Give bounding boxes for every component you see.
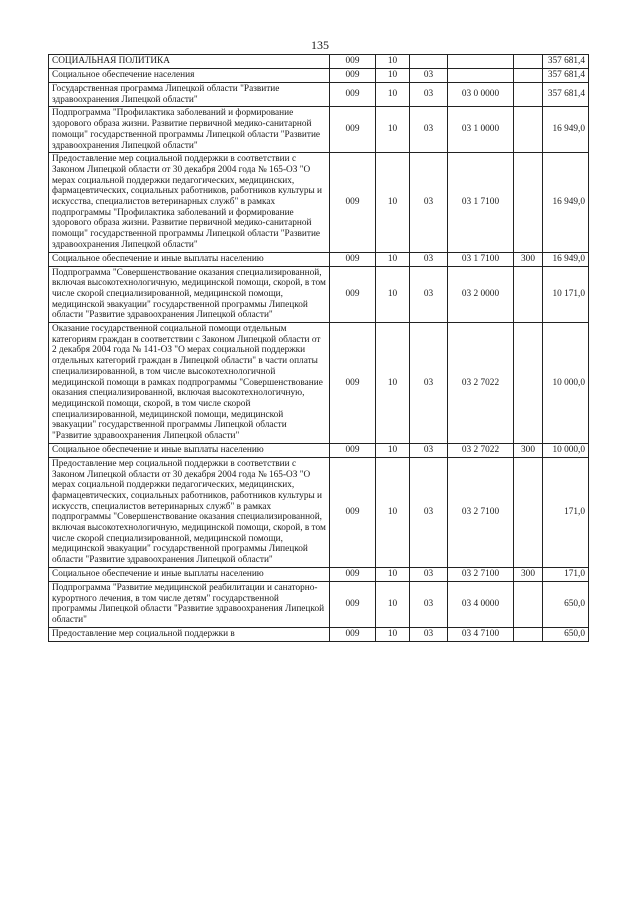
expense-name-cell: Предоставление мер социальной поддержки в xyxy=(49,627,330,641)
section-code-cell: 10 xyxy=(376,443,410,457)
table-row xyxy=(49,266,589,323)
ministry-code-cell: 009 xyxy=(330,567,376,581)
expense-name-cell: Социальное обеспечение и иные выплаты населению xyxy=(49,567,330,581)
expense-name-cell: Подпрограмма "Развитие медицинской реабилитации и санаторно-курортного лечения, в том числе детям" государственной программы Липецкой области "Развитие здравоохранения Липецкой области" xyxy=(49,581,330,627)
target-article-cell: 03 0 0000 xyxy=(448,83,514,107)
target-article-cell: 03 1 7100 xyxy=(448,153,514,252)
ministry-code-cell: 009 xyxy=(330,581,376,627)
table-row xyxy=(49,581,589,627)
subsection-code-cell: 03 xyxy=(410,107,448,153)
amount-cell: 357 681,4 xyxy=(543,83,589,107)
target-article-cell: 03 2 7100 xyxy=(448,457,514,567)
section-code-cell: 10 xyxy=(376,153,410,252)
table-row xyxy=(49,567,589,581)
section-code-cell: 10 xyxy=(376,252,410,266)
ministry-code-cell: 009 xyxy=(330,55,376,69)
amount-cell: 10 000,0 xyxy=(543,443,589,457)
expense-name-cell: Подпрограмма "Профилактика заболеваний и формирование здорового образа жизни. Развитие первичной медико-санитарной помощи" государственной программы Липецкой области "Развитие здравоохранения Липецкой области" xyxy=(49,107,330,153)
amount-cell: 10 171,0 xyxy=(543,266,589,323)
target-article-cell: 03 1 0000 xyxy=(448,107,514,153)
table-row xyxy=(49,83,589,107)
expense-name-cell: Предоставление мер социальной поддержки в соответствии с Законом Липецкой области от 30 декабря 2004 года № 165-ОЗ "О мерах социальной поддержки педагогических, медицинских, фармацевтических, социальных работников, работников культуры и искусств, специалистов ветеринарных служб" в рамках подпрограммы "Совершенствование оказания специализированной, включая высокотехнологичную, медицинской помощи, скорой, в том числе скорой специализированной, медицинской помощи, медицинской эвакуации" государственной программы Липецкой области "Развитие здравоохранения Липецкой области" xyxy=(49,457,330,567)
expense-type-cell xyxy=(514,69,543,83)
expense-name-cell: Оказание государственной социальной помощи отдельным категориям граждан в соответствии с Законом Липецкой области от 2 декабря 2004 года № 141-ОЗ "О мерах социальной поддержки отдельных категорий граждан в Липецкой области" в части оплаты специализированной, в том числе высокотехнологичной медицинской помощи в рамках подпрограммы "Совершенствование оказания специализированной, включая высокотехнологичную, медицинской помощи, скорой, в том числе скорой специализированной, медицинской помощи, медицинской эвакуации" государственной программы Липецкой области "Развитие здравоохранения Липецкой области" xyxy=(49,323,330,444)
subsection-code-cell: 03 xyxy=(410,252,448,266)
amount-cell: 650,0 xyxy=(543,581,589,627)
expense-name-cell: Социальное обеспечение населения xyxy=(49,69,330,83)
expense-type-cell xyxy=(514,55,543,69)
expense-name-cell: Социальное обеспечение и иные выплаты населению xyxy=(49,443,330,457)
amount-cell: 16 949,0 xyxy=(543,153,589,252)
section-code-cell: 10 xyxy=(376,567,410,581)
subsection-code-cell: 03 xyxy=(410,69,448,83)
target-article-cell: 03 4 7100 xyxy=(448,627,514,641)
section-code-cell: 10 xyxy=(376,55,410,69)
budget-table xyxy=(48,54,589,642)
expense-type-cell xyxy=(514,107,543,153)
table-row xyxy=(49,443,589,457)
table-row xyxy=(49,457,589,567)
table-row xyxy=(49,627,589,641)
amount-cell: 16 949,0 xyxy=(543,252,589,266)
table-row xyxy=(49,252,589,266)
section-code-cell: 10 xyxy=(376,83,410,107)
subsection-code-cell: 03 xyxy=(410,83,448,107)
ministry-code-cell: 009 xyxy=(330,443,376,457)
section-code-cell: 10 xyxy=(376,627,410,641)
ministry-code-cell: 009 xyxy=(330,69,376,83)
subsection-code-cell: 03 xyxy=(410,627,448,641)
ministry-code-cell: 009 xyxy=(330,266,376,323)
table-row xyxy=(49,107,589,153)
target-article-cell xyxy=(448,69,514,83)
expense-type-cell xyxy=(514,581,543,627)
page-number: 135 xyxy=(311,38,329,52)
expense-type-cell: 300 xyxy=(514,443,543,457)
subsection-code-cell: 03 xyxy=(410,567,448,581)
ministry-code-cell: 009 xyxy=(330,83,376,107)
expense-name-cell: Подпрограмма "Совершенствование оказания специализированной, включая высокотехнологичную, медицинской помощи, скорой, в том числе скорой специализированной, медицинской помощи, медицинской эвакуации" государственной программы Липецкой области "Развитие здравоохранения Липецкой области" xyxy=(49,266,330,323)
target-article-cell: 03 2 0000 xyxy=(448,266,514,323)
amount-cell: 171,0 xyxy=(543,567,589,581)
expense-type-cell xyxy=(514,627,543,641)
subsection-code-cell: 03 xyxy=(410,443,448,457)
target-article-cell xyxy=(448,55,514,69)
expense-type-cell: 300 xyxy=(514,252,543,266)
subsection-code-cell: 03 xyxy=(410,266,448,323)
table-row xyxy=(49,323,589,444)
subsection-code-cell: 03 xyxy=(410,457,448,567)
amount-cell: 10 000,0 xyxy=(543,323,589,444)
ministry-code-cell: 009 xyxy=(330,627,376,641)
section-code-cell: 10 xyxy=(376,581,410,627)
target-article-cell: 03 2 7022 xyxy=(448,443,514,457)
subsection-code-cell: 03 xyxy=(410,581,448,627)
ministry-code-cell: 009 xyxy=(330,457,376,567)
table-row xyxy=(49,153,589,252)
section-code-cell: 10 xyxy=(376,457,410,567)
expense-type-cell: 300 xyxy=(514,567,543,581)
target-article-cell: 03 2 7100 xyxy=(448,567,514,581)
amount-cell: 357 681,4 xyxy=(543,55,589,69)
subsection-code-cell xyxy=(410,55,448,69)
section-code-cell: 10 xyxy=(376,69,410,83)
expense-type-cell xyxy=(514,323,543,444)
section-code-cell: 10 xyxy=(376,107,410,153)
amount-cell: 16 949,0 xyxy=(543,107,589,153)
target-article-cell: 03 1 7100 xyxy=(448,252,514,266)
amount-cell: 357 681,4 xyxy=(543,69,589,83)
amount-cell: 650,0 xyxy=(543,627,589,641)
section-code-cell: 10 xyxy=(376,323,410,444)
expense-type-cell xyxy=(514,83,543,107)
expense-type-cell xyxy=(514,153,543,252)
expense-type-cell xyxy=(514,266,543,323)
expense-name-cell: Предоставление мер социальной поддержки в соответствии с Законом Липецкой области от 30 декабря 2004 года № 165-ОЗ "О мерах социальной поддержки педагогических, медицинских, фармацевтических, социальных работников, работников культуры и искусства, специалистов ветеринарных служб" в рамках подпрограммы "Профилактика заболеваний и формирование здорового образа жизни. Развитие первичной медико-санитарной помощи" государственной программы Липецкой области "Развитие здравоохранения Липецкой области" xyxy=(49,153,330,252)
expense-name-cell: СОЦИАЛЬНАЯ ПОЛИТИКА xyxy=(49,55,330,69)
subsection-code-cell: 03 xyxy=(410,323,448,444)
section-code-cell: 10 xyxy=(376,266,410,323)
ministry-code-cell: 009 xyxy=(330,153,376,252)
table-row xyxy=(49,69,589,83)
ministry-code-cell: 009 xyxy=(330,323,376,444)
table-row xyxy=(49,55,589,69)
subsection-code-cell: 03 xyxy=(410,153,448,252)
expense-name-cell: Государственная программа Липецкой области "Развитие здравоохранения Липецкой области" xyxy=(49,83,330,107)
expense-type-cell xyxy=(514,457,543,567)
target-article-cell: 03 4 0000 xyxy=(448,581,514,627)
expense-name-cell: Социальное обеспечение и иные выплаты населению xyxy=(49,252,330,266)
ministry-code-cell: 009 xyxy=(330,252,376,266)
target-article-cell: 03 2 7022 xyxy=(448,323,514,444)
amount-cell: 171,0 xyxy=(543,457,589,567)
ministry-code-cell: 009 xyxy=(330,107,376,153)
